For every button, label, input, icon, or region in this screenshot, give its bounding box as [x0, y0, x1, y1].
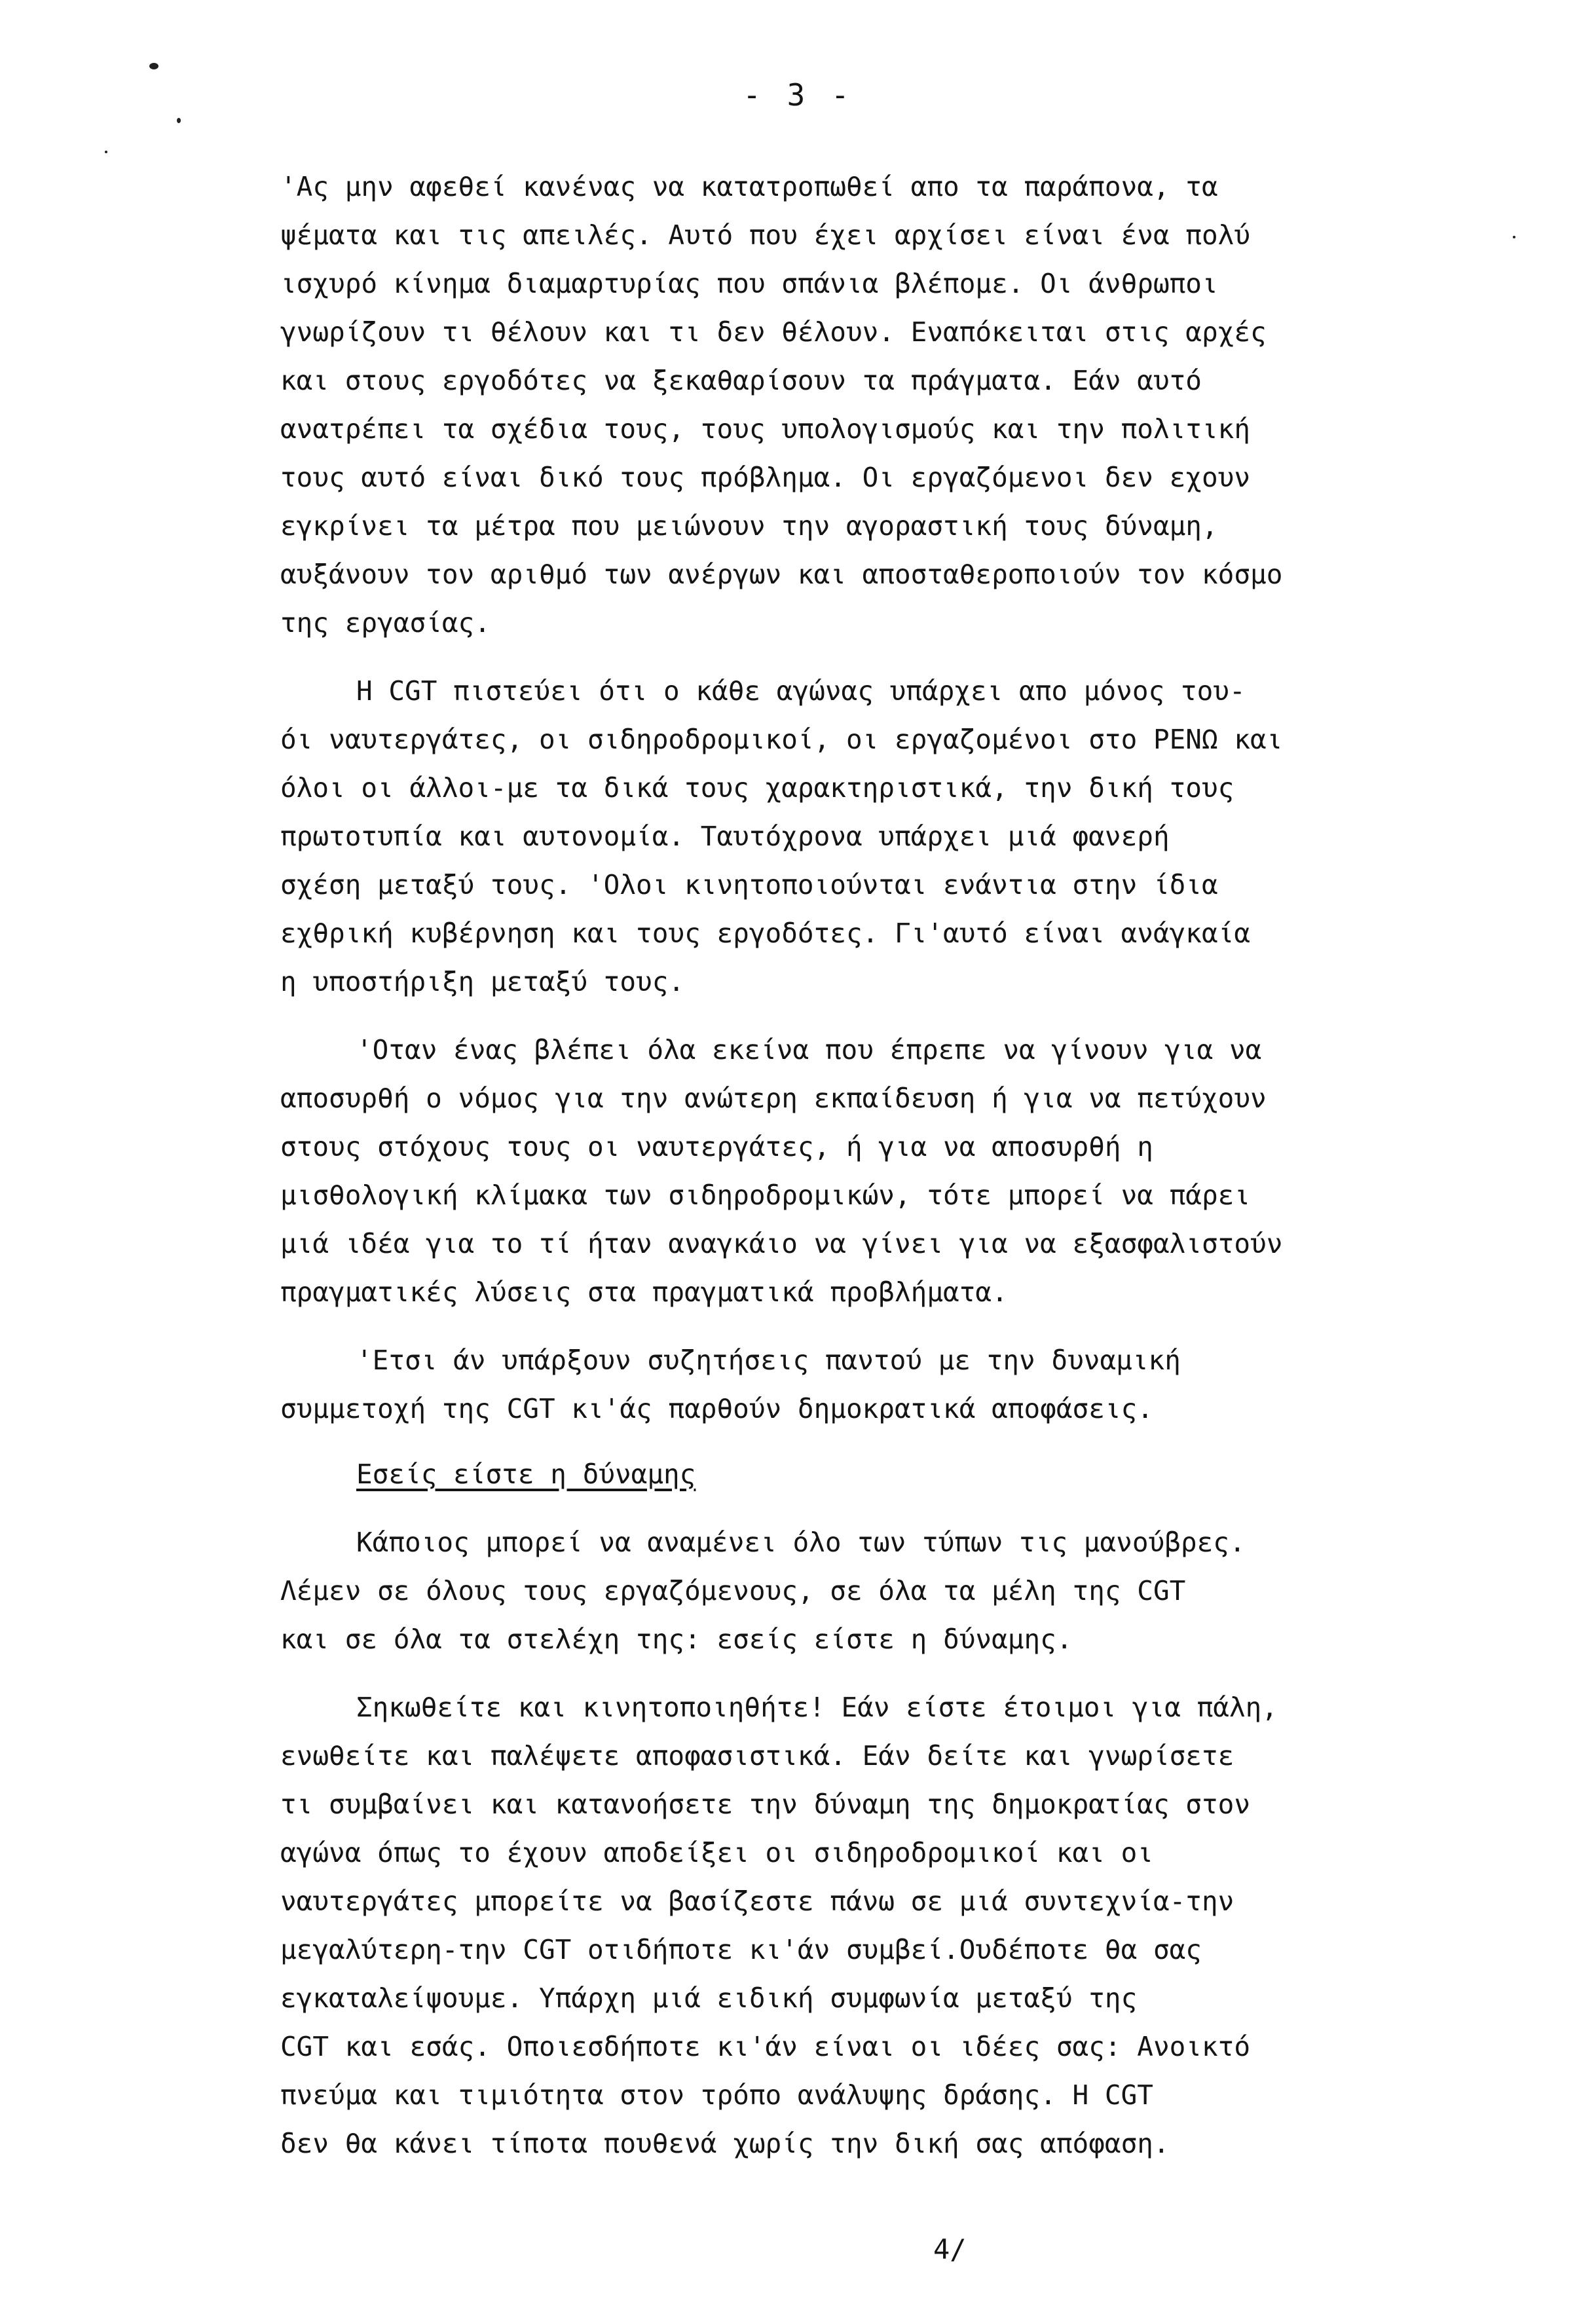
section-heading: Εσείς είστε η δύναμης	[356, 1458, 696, 1490]
paragraph-3: 'Οταν ένας βλέπει όλα εκείνα που έπρεπε να γίνουν για να αποσυρθή ο νόμος για την ανώτερη εκπαίδευση ή για να πετύχουν στους στόχους τους οι ναυτεργάτες, ή για να αποσυρθή η μισθολογική κλίμακα των σιδηροδρομικών, τότε μπορεί να πάρει μιά ιδέα για το τί ήταν αναγκάιο να γίνει για να εξασφαλιστούν πραγματικές λύσεις στα πραγματικά προβλήματα.	[280, 1034, 1283, 1308]
scan-speck	[1513, 236, 1515, 238]
paragraph-4: 'Ετσι άν υπάρξουν συζητήσεις παντού με την δυναμική συμμετοχή της CGT κι'άς παρθούν δημοκρατικά αποφάσεις.	[280, 1345, 1181, 1424]
next-page-marker: 4/	[933, 2233, 967, 2265]
scan-speck	[105, 151, 107, 153]
paragraph-6: Σηκωθείτε και κινητοποιηθήτε! Εάν είστε έτοιμοι για πάλη, ενωθείτε και παλέψετε αποφασιστικά. Εάν δείτε και γνωρίσετε τι συμβαίνει και κατανοήσετε την δύναμη της δημοκρατίας στον αγώνα όπως το έχουν αποδείξει οι σιδηροδρομικοί και οι ναυτεργάτες μπορείτε να βασίζεστε πάνω σε μιά συντεχνία-την μεγαλύτερη-την CGT οτιδήποτε κι'άν συμβεί.Ουδέποτε θα σας εγκαταλείψουμε. Υπάρχη μιά ειδική συμφωνία μεταξύ της CGT και εσάς. Οποιεσδήποτε κι'άν είναι οι ιδέες σας: Ανοικτό πνεύμα και τιμιότητα στον τρόπο ανάλυψης δράσης. Η CGT δεν θα κάνει τίποτα πουθενά χωρίς την δική σας απόφαση.	[280, 1692, 1278, 2159]
paragraph-2: Η CGT πιστεύει ότι ο κάθε αγώνας υπάρχει απο μόνος του- όι ναυτεργάτες, οι σιδηροδρομικοί, οι εργαζομένοι στο ΡΕΝΩ και όλοι οι άλλοι-με τα δικά τους χαρακτηριστικά, την δική τους πρωτοτυπία και αυτονομία. Ταυτόχρονα υπάρχει μιά φανερή σχέση μεταξύ τους. 'Ολοι κινητοποιούνται ενάντια στην ίδια εχθρική κυβέρνηση και τους εργοδότες. Γι'αυτό είναι ανάγκαία η υποστήριξη μεταξύ τους.	[280, 675, 1283, 997]
scan-speck	[177, 118, 181, 123]
body-text	[280, 162, 1505, 2168]
page-number: - 3 -	[743, 77, 853, 113]
scan-speck	[149, 63, 158, 69]
paragraph-5: Κάποιος μπορεί να αναμένει όλο των τύπων τις μανούβρες. Λέμεν σε όλους τους εργαζόμενους, σε όλα τα μέλη της CGT και σε όλα τα στελέχη της: εσείς είστε η δύναμης.	[280, 1527, 1246, 1655]
paragraph-1: 'Ας μην αφεθεί κανένας να κατατροπωθεί απο τα παράπονα, τα ψέματα και τις απειλές. Αυτό που έχει αρχίσει είναι ένα πολύ ισχυρό κίνημα διαμαρτυρίας που σπάνια βλέπομε. Οι άνθρωποι γνωρίζουν τι θέλουν και τι δεν θέλουν. Εναπόκειται στις αρχές και στους εργοδότες να ξεκαθαρίσουν τα πράγματα. Εάν αυτό ανατρέπει τα σχέδια τους, τους υπολογισμούς και την πολιτική τους αυτό είναι δικό τους πρόβλημα. Οι εργαζόμενοι δεν εχουν εγκρίνει τα μέτρα που μειώνουν την αγοραστική τους δύναμη, αυξάνουν τον αριθμό των ανέργων και αποσταθεροποιούν τον κόσμο της εργασίας.	[280, 171, 1283, 639]
